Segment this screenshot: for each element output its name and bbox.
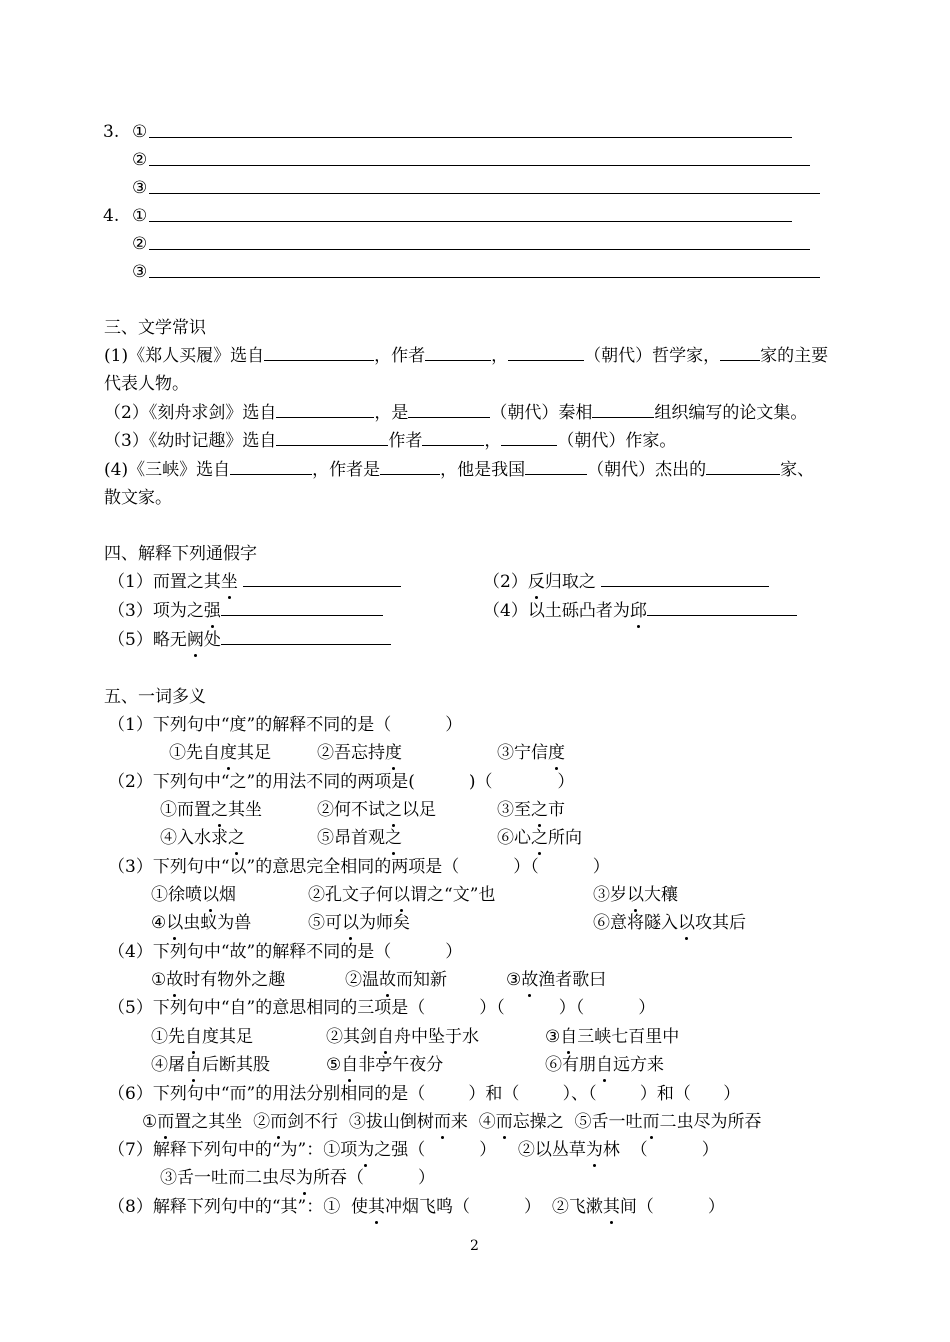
txt: ②孔文子何 [308, 885, 393, 905]
dot-char: 而 [495, 1112, 513, 1132]
txt: ⑥意将隧入 [593, 913, 678, 933]
polysemy-q5: （5）下列句中“自”的意思相同的三项是（ ）（ ）（ ） [108, 998, 656, 1018]
txt: 二虫尽为所吞 [659, 1112, 762, 1132]
t4-dot: 邱 [629, 601, 647, 621]
q3-option-6 [593, 912, 746, 934]
dot-char: 自 [596, 1055, 613, 1075]
q4-marker-3: ③ [132, 262, 148, 282]
blank[interactable] [230, 459, 312, 475]
blank[interactable] [243, 571, 401, 587]
q3-marker-1: ① [132, 122, 148, 142]
lit-q4-text-a: (4)《三峡》选自 [104, 460, 231, 480]
txt: 度其足 [202, 1027, 253, 1047]
tongjia-q3 [108, 600, 383, 622]
blank[interactable] [276, 402, 374, 418]
q2-option-2 [317, 799, 436, 821]
t3-dot: 强 [203, 601, 221, 621]
txt: ③至 [497, 800, 531, 820]
txt: 谓之“文”也 [410, 885, 496, 905]
dot-char: 之 [228, 828, 245, 848]
lit-q1-text-b: ，作者 [374, 346, 426, 366]
txt: 所吞（ ） [313, 1168, 436, 1188]
q3-option-4 [151, 912, 251, 934]
txt: ①先自 [169, 743, 220, 763]
lit-q4-text-d: （朝代）杰出的 [587, 460, 707, 480]
q4-marker-2: ② [132, 234, 148, 254]
t5-a: （5）略无 [108, 630, 187, 650]
q5-option-1 [151, 1026, 253, 1048]
q1-option-1 [169, 742, 271, 764]
lit-q1-text-d: （朝代）哲学家， [584, 346, 721, 366]
dot-char: 为 [296, 1168, 313, 1188]
t1-dot: 坐 [220, 572, 238, 592]
txt: ⑤舌一吐 [574, 1112, 643, 1132]
dot-char: 故 [521, 970, 539, 990]
t5-c: 处 [203, 630, 221, 650]
txt: 林 （ ） [602, 1140, 719, 1160]
lit-q4-cont: 散文家。 [104, 488, 172, 508]
q3-marker-3: ③ [132, 178, 148, 198]
blank[interactable] [706, 459, 780, 475]
dot-char: 自 [185, 1055, 202, 1075]
txt: 忘操之 [512, 1112, 575, 1132]
dot-char: 以 [627, 885, 644, 905]
q5-option-2 [326, 1026, 479, 1048]
lit-q3-text-a: （3）《幼时记趣》选自 [104, 431, 277, 451]
section-5-title: 五、一词多义 [104, 687, 206, 707]
q2-option-6 [497, 827, 582, 849]
tongjia-q2 [483, 571, 769, 593]
txt: ③ [545, 1027, 561, 1047]
blank[interactable] [601, 571, 769, 587]
t2-c: 归取之 [544, 572, 596, 592]
blank[interactable] [380, 459, 440, 475]
txt: ① [151, 970, 167, 990]
txt: ①而置 [160, 800, 211, 820]
blank[interactable] [408, 402, 490, 418]
txt: 时有物外之趣 [183, 970, 286, 990]
dot-char: 以 [393, 885, 410, 905]
lit-q3-text-d: （朝代）作家。 [557, 431, 677, 451]
txt: 大穰 [644, 885, 678, 905]
q1-option-3 [497, 742, 565, 764]
txt: 虫蚁为兽 [183, 913, 252, 933]
blank[interactable] [720, 345, 760, 361]
txt: ② [253, 1112, 271, 1132]
txt: ③宁信 [497, 743, 548, 763]
lit-q2-text-a: （2）《刻舟求剑》选自 [104, 403, 277, 423]
q3-answer-line-1[interactable] [149, 137, 792, 138]
txt: 渔者歌曰 [538, 970, 607, 990]
txt: ⑤可 [308, 913, 342, 933]
txt: ③岁 [593, 885, 627, 905]
dot-char: 以 [678, 913, 695, 933]
polysemy-q8 [108, 1196, 725, 1218]
txt: ④屠 [151, 1055, 185, 1075]
blank[interactable] [508, 345, 584, 361]
t5-dot: 阙 [186, 630, 204, 650]
txt: ①先 [151, 1027, 185, 1047]
txt: 三峡七百里中 [577, 1027, 680, 1047]
dot-char: 以 [202, 885, 219, 905]
txt: 来 [450, 1112, 479, 1132]
t3-a: （3）项为之 [108, 601, 204, 621]
txt: （7）解释下列句中的“为”：①项 [108, 1140, 358, 1160]
tongjia-q5 [108, 629, 391, 651]
blank[interactable] [592, 402, 654, 418]
blank[interactable] [276, 430, 388, 446]
q4-marker-1: ① [132, 206, 148, 226]
txt: 间（ ） [619, 1197, 725, 1217]
txt: 攻其后 [695, 913, 746, 933]
txt: 而知新 [396, 970, 447, 990]
q4-option-3 [506, 969, 606, 991]
lit-q3-text-c: ， [484, 431, 502, 451]
polysemy-q7-cont [160, 1167, 435, 1189]
tongjia-q1 [108, 571, 401, 593]
txt: 其足 [237, 743, 271, 763]
txt: 所向 [548, 828, 582, 848]
q5-option-5 [326, 1054, 443, 1076]
q1-option-2 [317, 742, 402, 764]
txt: ②吾忘持 [317, 743, 385, 763]
q4-answer-line-3[interactable] [149, 277, 820, 278]
txt: ①徐喷 [151, 885, 202, 905]
dot-char: 故 [166, 970, 184, 990]
txt: 以足 [402, 800, 436, 820]
blank[interactable] [647, 600, 797, 616]
dot-char: 为 [357, 1140, 375, 1160]
txt: 烟 [219, 885, 236, 905]
txt: 剑不行 [287, 1112, 349, 1132]
dot-char: 之 [385, 828, 402, 848]
dot-char: 其 [368, 1197, 386, 1217]
dot-char: 度 [548, 743, 565, 763]
section-4-title: 四、解释下列通假字 [104, 544, 257, 564]
polysemy-q1: （1）下列句中“度”的解释不同的是（ ） [108, 715, 463, 735]
q5-option-3 [545, 1026, 679, 1048]
q4-option-1 [151, 969, 285, 991]
lit-q1-text-a: (1)《郑人买履》选自 [104, 346, 265, 366]
dot-char: 之 [531, 800, 548, 820]
section-3-title: 三、文学常识 [104, 318, 206, 338]
dot-char: 其 [602, 1197, 620, 1217]
lit-q2 [104, 402, 807, 424]
q4-answer-line-2[interactable] [149, 249, 810, 250]
txt: ③舌一吐而二虫尽 [160, 1168, 296, 1188]
txt: 远方来 [613, 1055, 664, 1075]
dot-char: 故 [379, 970, 396, 990]
txt: 其坐 [228, 800, 262, 820]
lit-q1-text-c: ， [491, 346, 509, 366]
q3-answer-line-2[interactable] [149, 165, 810, 166]
q5-option-4 [151, 1054, 270, 1076]
q4-option-2 [345, 969, 447, 991]
txt: ⑤ [326, 1055, 342, 1075]
dot-char: 之 [531, 828, 548, 848]
txt: ②何不试 [317, 800, 385, 820]
lit-q3 [104, 430, 676, 452]
txt: ③拔山倒树 [348, 1112, 434, 1132]
q2-option-1 [160, 799, 262, 821]
dot-char: 以 [342, 913, 359, 933]
lit-q4-text-e: 家、 [780, 460, 815, 480]
blank[interactable] [221, 600, 383, 616]
txt: 后断其股 [202, 1055, 270, 1075]
blank[interactable] [425, 345, 491, 361]
lit-q1 [104, 345, 828, 367]
dot-char: 而 [642, 1112, 660, 1132]
lit-q2-text-c: （朝代）秦相 [490, 403, 593, 423]
txt: ⑥有朋 [545, 1055, 596, 1075]
blank[interactable] [264, 345, 374, 361]
txt: 市 [548, 800, 565, 820]
dot-char: 自 [341, 1055, 359, 1075]
dot-char: 以 [166, 913, 184, 933]
polysemy-q6: （6）下列句中“而”的用法分别相同的是（ ）和（ ）、（ ）和（ ） [108, 1084, 741, 1104]
q6-options [142, 1111, 762, 1133]
lit-q3-text-b: 作者 [388, 431, 423, 451]
t4-a: （4）以土砾凸者为 [483, 601, 630, 621]
q2-option-3 [497, 799, 565, 821]
dot-char: 而 [433, 1112, 451, 1132]
txt: ① [142, 1112, 158, 1132]
t1-a: （1）而置之其 [108, 572, 221, 592]
tongjia-q4 [483, 600, 797, 622]
txt: ④ [478, 1112, 496, 1132]
txt: ③ [506, 970, 522, 990]
polysemy-q7 [108, 1139, 719, 1161]
txt: 为师矣 [359, 913, 410, 933]
txt: ④ [151, 913, 167, 933]
q3-option-1 [151, 884, 236, 906]
txt: ②温 [345, 970, 379, 990]
dot-char: 自 [560, 1027, 578, 1047]
lit-q2-text-d: 组织编写的论文集。 [654, 403, 808, 423]
q3-answer-line-3[interactable] [149, 193, 820, 194]
txt: 舟中坠于水 [394, 1027, 479, 1047]
q4-label: 4. [103, 206, 120, 226]
dot-char: 自 [185, 1027, 202, 1047]
dot-char: 之 [211, 800, 228, 820]
lit-q4-text-b: ，作者是 [312, 460, 381, 480]
q3-option-5 [308, 912, 410, 934]
txt: （8）解释下列句中的“其”：① 使 [108, 1197, 369, 1217]
lit-q4 [104, 459, 814, 481]
q2-option-4 [160, 827, 245, 849]
txt: 冲烟飞鸣（ ） ②飞漱 [385, 1197, 603, 1217]
t2-dot: 反 [527, 572, 545, 592]
lit-q2-text-b: ，是 [374, 403, 409, 423]
dot-char: 自 [377, 1027, 394, 1047]
dot-char: 之 [385, 800, 402, 820]
q5-option-6 [545, 1054, 664, 1076]
dot-char: 而 [270, 1112, 288, 1132]
txt: 置之其坐 [174, 1112, 254, 1132]
q3-option-3 [593, 884, 678, 906]
lit-q1-text-e: 家的主要 [760, 346, 829, 366]
q3-option-2 [308, 884, 495, 906]
txt: 非亭午夜分 [358, 1055, 444, 1075]
polysemy-q4: （4）下列句中“故”的解释不同的是（ ） [108, 942, 463, 962]
dot-char: 为 [585, 1140, 603, 1160]
txt: 之强（ ） ②以丛草 [374, 1140, 586, 1160]
blank[interactable] [221, 629, 391, 645]
t2-a: （2） [483, 572, 528, 592]
txt: ⑥心 [497, 828, 531, 848]
polysemy-q2: （2）下列句中“之”的用法不同的两项是( )（ ） [108, 772, 575, 792]
dot-char: 度 [385, 743, 402, 763]
dot-char: 度 [220, 743, 237, 763]
q3-marker-2: ② [132, 150, 148, 170]
blank[interactable] [501, 430, 557, 446]
q2-option-5 [317, 827, 402, 849]
page-number: 2 [470, 1238, 479, 1254]
dot-char: 而 [157, 1112, 175, 1132]
lit-q4-text-c: ，他是我国 [440, 460, 526, 480]
polysemy-q3: （3）下列句中“以”的意思完全相同的两项是（ ）（ ） [108, 857, 610, 877]
q4-answer-line-1[interactable] [149, 221, 792, 222]
txt: ②其剑 [326, 1027, 377, 1047]
q3-label: 3. [103, 122, 120, 142]
lit-q1-cont: 代表人物。 [104, 374, 189, 394]
txt: ⑤昂首观 [317, 828, 385, 848]
blank[interactable] [525, 459, 587, 475]
blank[interactable] [422, 430, 484, 446]
txt: ④入水求 [160, 828, 228, 848]
